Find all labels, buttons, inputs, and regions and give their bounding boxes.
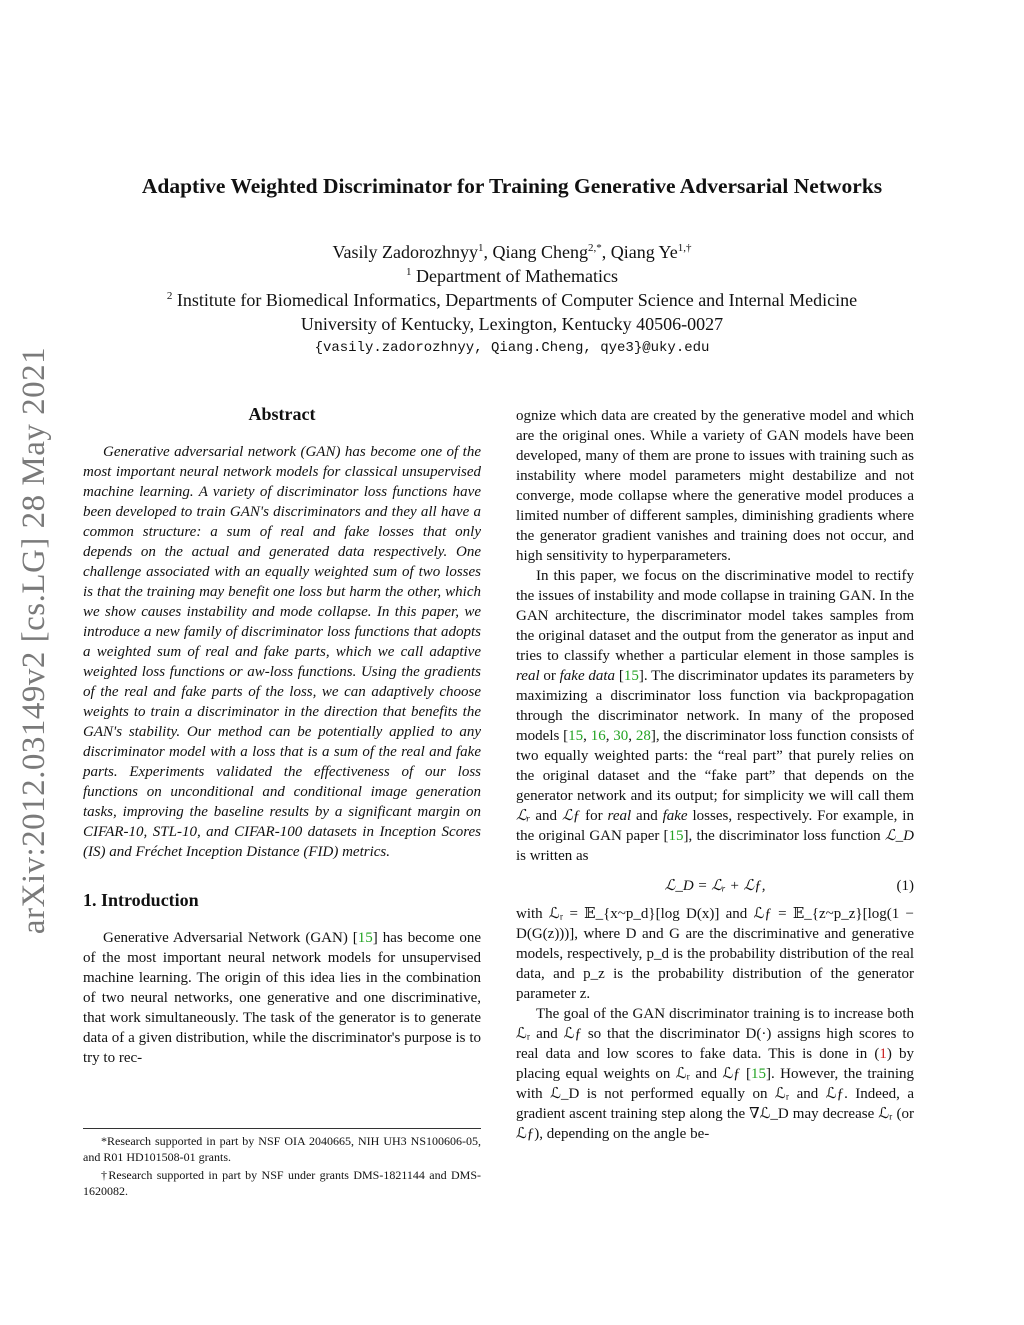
text-run: for — [580, 808, 608, 824]
left-column — [83, 404, 481, 1068]
text-run: is written as — [516, 848, 589, 864]
footnotes — [83, 1128, 481, 1199]
text-run: real — [516, 668, 540, 684]
text-run: and — [530, 808, 562, 824]
author-name: Qiang Ye — [610, 242, 678, 262]
paper-title: Adaptive Weighted Discriminator for Training Generative Adversarial Networks — [141, 174, 883, 198]
text-run: ]. The discriminator updates its parameters by maximizing a discriminator loss function via backpropagation through the discriminator network. In many of the proposed models [ — [516, 668, 914, 744]
right-column — [516, 406, 914, 1144]
text-run: ] has become one of the most important neural network models for unsupervised machine learning. The origin of this idea lies in the combination of two neural networks, one generative and one discriminative, that work simultaneously. The task of the generator is to generate data of a given distribution, while the discriminator's purpose is to try to rec- — [83, 930, 481, 1066]
affiliation-3: University of Kentucky, Lexington, Kentucky 40506-0027 — [300, 314, 724, 334]
abstract-text: Generative adversarial network (GAN) has become one of the most important neural network models for classical unsupervised machine learning. A variety of discriminator loss functions have been developed to train GAN's discriminators and they all have a common structure: a sum of real and fake losses that only depends on the actual and generated data respectively. One challenge associated with an equally weighted sum of two losses is that the training may benefit one loss but harm the other, which we show causes instability and mode collapse. In this paper, we introduce a new family of discriminator loss functions that adopts a weighted sum of real and fake parts, which we call adaptive weighted loss functions or aw-loss functions. Using the gradients of the real and fake parts of the loss, we can adaptively choose weights to train a discriminator in the direction that benefits the GAN's stability. Our method can be potentially applied to any discriminator model with a loss that is a sum of the real and fake parts. Experiments validated the effectiveness of our loss functions on unconditional and conditional image generation tasks, improving the baseline results by a significant margin on CIFAR-10, STL-10, and CIFAR-100 datasets in Inception Scores (IS) and Fréchet Inception Distance (FID) metrics. — [83, 444, 481, 860]
text-run: losses, respectively. For example, in the original GAN paper [ — [516, 808, 914, 844]
author-name: Vasily Zadorozhnyy — [332, 242, 478, 262]
affiliation-1 — [70, 264, 954, 288]
text-run: fake data — [559, 668, 616, 684]
citation-link[interactable]: 15 — [751, 1066, 767, 1082]
affiliation-text: Institute for Biomedical Informatics, Departments of Computer Science and Internal Medicine — [176, 290, 858, 310]
author-emails: {vasily.zadorozhnyy, Qiang.Cheng, qye3}@uky.edu — [314, 340, 710, 356]
affiliation-2 — [70, 288, 954, 312]
affiliation-sup: 2 — [166, 290, 173, 302]
arxiv-stamp — [10, 340, 60, 940]
text-run: , — [605, 728, 614, 744]
footnote: *Research supported in part by NSF OIA 2040665, NIH UH3 NS100606-05, and R01 HD101508-01 grants. — [83, 1134, 481, 1164]
citation-link[interactable]: 28 — [635, 728, 651, 744]
math-symbol: ℒ_D — [884, 828, 914, 844]
citation-link[interactable]: 30 — [613, 728, 629, 744]
text-run: , — [628, 728, 636, 744]
arxiv-stamp-text: arXiv:2012.03149v2 [cs.LG] 28 May 2021 — [16, 346, 53, 934]
citation-link[interactable]: 15 — [568, 728, 584, 744]
text-run: ], the discriminator loss function — [683, 828, 885, 844]
text-run: fake — [662, 808, 688, 824]
text-run: Generative Adversarial Network (GAN) [ — [103, 930, 358, 946]
citation-link[interactable]: 15 — [357, 930, 373, 946]
paragraph: ognize which data are created by the generative model and which are the original ones. While a variety of GAN models have been developed, many of them are prone to issues with training such as instability where model parameters might destabilize and not converge, mode collapse where the generative model produces a limited number of different samples, diminishing gradients where the generator gradient vanishes and training does not occur, and high sensitivity to hyperparameters. — [516, 408, 914, 564]
text-run: , — [583, 728, 591, 744]
intro-paragraph — [83, 928, 481, 1068]
text-run: In this paper, we focus on the discriminative model to rectify the issues of instability and mode collapse in training GAN. In the GAN architecture, the discriminator model takes samples from the original dataset and the output from the generator as input and tries to classify whether a particular element in those samples is — [516, 568, 914, 664]
equation-1 — [516, 876, 914, 898]
text-run: and — [631, 808, 663, 824]
equation-number: (1) — [896, 878, 914, 894]
text-run: or — [539, 668, 560, 684]
author-block — [70, 240, 954, 360]
citation-link[interactable]: 15 — [668, 828, 684, 844]
text-run: ]. However, the training with ℒ_D is not performed equally on ℒᵣ and ℒƒ. Indeed, a gradient ascent training step along the ∇ℒ_D may decrease ℒᵣ (or ℒƒ), depending on the angle be- — [516, 1066, 914, 1142]
author-sup: 1 — [477, 242, 484, 254]
math-symbol: ℒᵣ — [516, 808, 531, 824]
text-run: The goal of the GAN discriminator training is to increase both ℒᵣ and ℒƒ so that the discriminator D(·) assigns high scores to real data and low scores to fake data. This is done in ( — [516, 1006, 914, 1062]
text-run: real — [607, 808, 632, 824]
text-run: [ — [615, 668, 624, 684]
citation-link[interactable]: 15 — [623, 668, 639, 684]
affiliation-text: Department of Mathematics — [416, 266, 618, 286]
text-run: ) by placing equal weights on ℒᵣ and ℒƒ [ — [516, 1046, 914, 1082]
footnote: †Research supported in part by NSF under grants DMS-1821144 and DMS-1620082. — [83, 1168, 481, 1198]
equation-body: ℒ_D = ℒᵣ + ℒƒ, — [664, 878, 766, 894]
text-run: ], the discriminator loss function consists of two equally weighted parts: the “real part” that purely relies on the original dataset and the “fake part” that depends on the generator network and its output; for simplicity we will call them — [516, 728, 915, 804]
abstract-heading: Abstract — [248, 404, 316, 424]
equation-ref-link[interactable]: 1 — [879, 1046, 887, 1062]
citation-link[interactable]: 16 — [590, 728, 606, 744]
author-name: Qiang Cheng — [492, 242, 588, 262]
math-symbol: ℒƒ — [561, 808, 581, 824]
affiliation-sup: 1 — [406, 266, 412, 278]
paragraph — [516, 1004, 914, 1144]
author-line: Vasily Zadorozhnyy$^1$, Qiang Cheng$^{2,*}$, Qiang $Ye^{1,\dagger}$ — [332, 242, 692, 262]
author-sup: 2,* — [587, 242, 602, 254]
section-heading: 1. Introduction — [83, 890, 199, 910]
paragraph: with ℒᵣ = 𝔼_{x~p_d}[log D(x)] and ℒƒ = 𝔼_{z~p_z}[log(1 − D(G(z)))], where D and G are the discriminative and generative models, respectively, p_d is the probability distribution of the real data, and p_z is the probability distribution of the generator parameter z. — [516, 906, 914, 1002]
author-sup: 1,† — [677, 242, 692, 254]
paragraph — [516, 566, 914, 866]
